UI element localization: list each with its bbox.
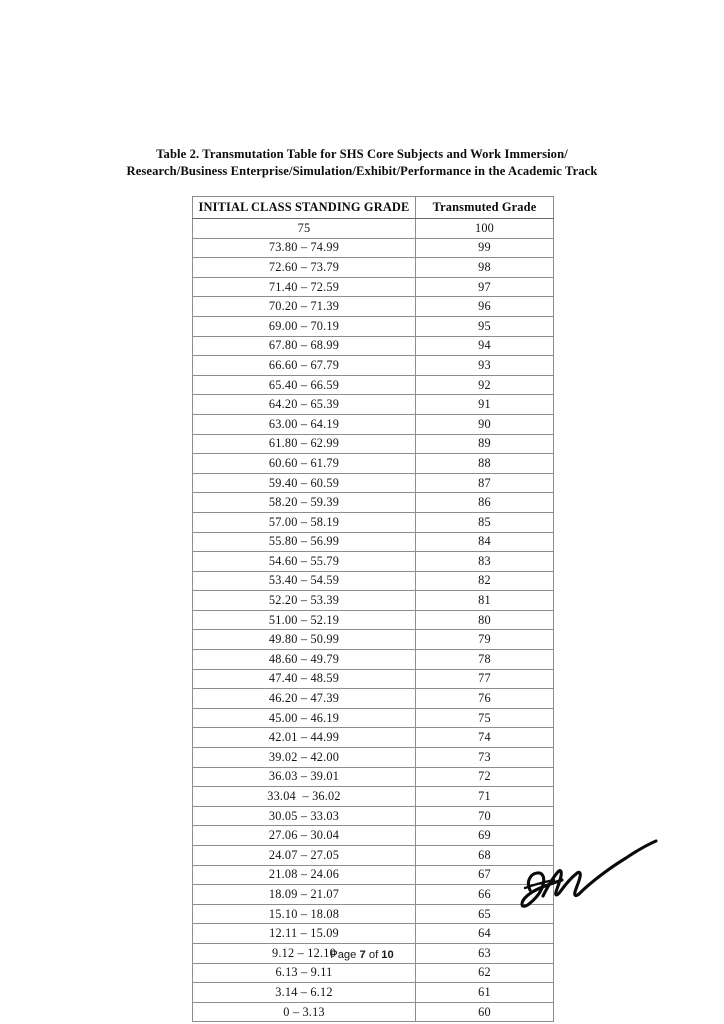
cell-transmuted-grade: 77 xyxy=(416,669,554,689)
cell-initial-class-standing-grade: 42.01 – 44.99 xyxy=(193,728,416,748)
cell-transmuted-grade: 75 xyxy=(416,708,554,728)
table-row xyxy=(193,669,554,689)
cell-initial-class-standing-grade: 53.40 – 54.59 xyxy=(193,571,416,591)
cell-transmuted-grade: 66 xyxy=(416,885,554,905)
footer-current-page: 7 xyxy=(359,949,366,961)
table-body xyxy=(193,219,554,1022)
table-row xyxy=(193,434,554,454)
cell-initial-class-standing-grade: 64.20 – 65.39 xyxy=(193,395,416,415)
cell-initial-class-standing-grade: 63.00 – 64.19 xyxy=(193,414,416,434)
cell-transmuted-grade: 65 xyxy=(416,904,554,924)
table-row xyxy=(193,650,554,670)
table-row xyxy=(193,708,554,728)
cell-initial-class-standing-grade: 36.03 – 39.01 xyxy=(193,767,416,787)
cell-initial-class-standing-grade: 75 xyxy=(193,219,416,239)
table-header-row xyxy=(193,197,554,219)
table-row xyxy=(193,748,554,768)
cell-transmuted-grade: 78 xyxy=(416,650,554,670)
table-row xyxy=(193,728,554,748)
cell-initial-class-standing-grade: 69.00 – 70.19 xyxy=(193,316,416,336)
table-row xyxy=(193,689,554,709)
table-row xyxy=(193,846,554,866)
cell-transmuted-grade: 81 xyxy=(416,591,554,611)
cell-initial-class-standing-grade: 49.80 – 50.99 xyxy=(193,630,416,650)
cell-initial-class-standing-grade: 61.80 – 62.99 xyxy=(193,434,416,454)
cell-transmuted-grade: 100 xyxy=(416,219,554,239)
cell-transmuted-grade: 76 xyxy=(416,689,554,709)
cell-transmuted-grade: 91 xyxy=(416,395,554,415)
table-row xyxy=(193,963,554,983)
cell-transmuted-grade: 96 xyxy=(416,297,554,317)
table-row xyxy=(193,532,554,552)
page-title xyxy=(62,146,662,180)
cell-transmuted-grade: 63 xyxy=(416,943,554,963)
cell-transmuted-grade: 89 xyxy=(416,434,554,454)
table-row xyxy=(193,219,554,239)
cell-transmuted-grade: 93 xyxy=(416,356,554,376)
table-row xyxy=(193,904,554,924)
table-row xyxy=(193,885,554,905)
cell-transmuted-grade: 92 xyxy=(416,375,554,395)
cell-transmuted-grade: 61 xyxy=(416,983,554,1003)
cell-transmuted-grade: 97 xyxy=(416,277,554,297)
cell-initial-class-standing-grade: 59.40 – 60.59 xyxy=(193,473,416,493)
table-row xyxy=(193,297,554,317)
cell-transmuted-grade: 80 xyxy=(416,610,554,630)
cell-initial-class-standing-grade: 39.02 – 42.00 xyxy=(193,748,416,768)
cell-initial-class-standing-grade: 58.20 – 59.39 xyxy=(193,493,416,513)
table-row xyxy=(193,512,554,532)
table-row xyxy=(193,571,554,591)
table-row xyxy=(193,493,554,513)
cell-transmuted-grade: 84 xyxy=(416,532,554,552)
cell-initial-class-standing-grade: 27.06 – 30.04 xyxy=(193,826,416,846)
cell-initial-class-standing-grade: 46.20 – 47.39 xyxy=(193,689,416,709)
table-row xyxy=(193,356,554,376)
cell-transmuted-grade: 71 xyxy=(416,787,554,807)
cell-transmuted-grade: 85 xyxy=(416,512,554,532)
cell-initial-class-standing-grade: 15.10 – 18.08 xyxy=(193,904,416,924)
transmutation-table xyxy=(192,196,554,1022)
table-row xyxy=(193,552,554,572)
cell-transmuted-grade: 88 xyxy=(416,454,554,474)
table-row xyxy=(193,414,554,434)
cell-transmuted-grade: 68 xyxy=(416,846,554,866)
cell-initial-class-standing-grade: 3.14 – 6.12 xyxy=(193,983,416,1003)
cell-initial-class-standing-grade: 51.00 – 52.19 xyxy=(193,610,416,630)
table-row xyxy=(193,591,554,611)
cell-transmuted-grade: 95 xyxy=(416,316,554,336)
page-footer xyxy=(0,949,724,961)
cell-initial-class-standing-grade: 24.07 – 27.05 xyxy=(193,846,416,866)
cell-transmuted-grade: 74 xyxy=(416,728,554,748)
cell-initial-class-standing-grade: 70.20 – 71.39 xyxy=(193,297,416,317)
table-row xyxy=(193,336,554,356)
table-row xyxy=(193,610,554,630)
cell-initial-class-standing-grade: 54.60 – 55.79 xyxy=(193,552,416,572)
cell-initial-class-standing-grade: 18.09 – 21.07 xyxy=(193,885,416,905)
cell-transmuted-grade: 87 xyxy=(416,473,554,493)
cell-initial-class-standing-grade: 60.60 – 61.79 xyxy=(193,454,416,474)
cell-initial-class-standing-grade: 33.04 – 36.02 xyxy=(193,787,416,807)
table-row xyxy=(193,983,554,1003)
cell-transmuted-grade: 67 xyxy=(416,865,554,885)
cell-initial-class-standing-grade: 12.11 – 15.09 xyxy=(193,924,416,944)
page-title-line-2: Research/Business Enterprise/Simulation/Exhibit/Performance in the Academic Track xyxy=(126,164,598,178)
cell-initial-class-standing-grade: 30.05 – 33.03 xyxy=(193,806,416,826)
table-row xyxy=(193,1002,554,1022)
cell-initial-class-standing-grade: 47.40 – 48.59 xyxy=(193,669,416,689)
cell-initial-class-standing-grade: 6.13 – 9.11 xyxy=(193,963,416,983)
footer-separator: of xyxy=(365,949,382,961)
cell-initial-class-standing-grade: 55.80 – 56.99 xyxy=(193,532,416,552)
cell-transmuted-grade: 90 xyxy=(416,414,554,434)
cell-transmuted-grade: 79 xyxy=(416,630,554,650)
cell-initial-class-standing-grade: 45.00 – 46.19 xyxy=(193,708,416,728)
table-row xyxy=(193,277,554,297)
cell-transmuted-grade: 72 xyxy=(416,767,554,787)
cell-transmuted-grade: 82 xyxy=(416,571,554,591)
table-row xyxy=(193,473,554,493)
table-row xyxy=(193,630,554,650)
cell-transmuted-grade: 70 xyxy=(416,806,554,826)
table-row xyxy=(193,826,554,846)
cell-initial-class-standing-grade: 65.40 – 66.59 xyxy=(193,375,416,395)
transmutation-table-container xyxy=(192,196,553,1022)
cell-transmuted-grade: 60 xyxy=(416,1002,554,1022)
cell-initial-class-standing-grade: 66.60 – 67.79 xyxy=(193,356,416,376)
table-row xyxy=(193,787,554,807)
cell-initial-class-standing-grade: 67.80 – 68.99 xyxy=(193,336,416,356)
cell-initial-class-standing-grade: 0 – 3.13 xyxy=(193,1002,416,1022)
cell-initial-class-standing-grade: 21.08 – 24.06 xyxy=(193,865,416,885)
table-row xyxy=(193,375,554,395)
cell-initial-class-standing-grade: 9.12 – 12.10 xyxy=(193,943,416,963)
table-row xyxy=(193,806,554,826)
cell-initial-class-standing-grade: 72.60 – 73.79 xyxy=(193,258,416,278)
column-header-transmuted-grade: Transmuted Grade xyxy=(416,197,554,219)
cell-transmuted-grade: 98 xyxy=(416,258,554,278)
cell-transmuted-grade: 83 xyxy=(416,552,554,572)
cell-transmuted-grade: 86 xyxy=(416,493,554,513)
table-row xyxy=(193,395,554,415)
table-row xyxy=(193,767,554,787)
cell-transmuted-grade: 94 xyxy=(416,336,554,356)
cell-initial-class-standing-grade: 73.80 – 74.99 xyxy=(193,238,416,258)
page-title-line-1: Table 2. Transmutation Table for SHS Core Subjects and Work Immersion/ xyxy=(156,147,568,161)
table-row xyxy=(193,316,554,336)
table-row xyxy=(193,258,554,278)
column-header-initial-class-standing-grade: INITIAL CLASS STANDING GRADE xyxy=(193,197,416,219)
table-header xyxy=(193,197,554,219)
cell-initial-class-standing-grade: 71.40 – 72.59 xyxy=(193,277,416,297)
cell-transmuted-grade: 99 xyxy=(416,238,554,258)
cell-initial-class-standing-grade: 57.00 – 58.19 xyxy=(193,512,416,532)
table-row xyxy=(193,238,554,258)
footer-total-pages: 10 xyxy=(381,949,394,961)
cell-initial-class-standing-grade: 48.60 – 49.79 xyxy=(193,650,416,670)
cell-initial-class-standing-grade: 52.20 – 53.39 xyxy=(193,591,416,611)
cell-transmuted-grade: 64 xyxy=(416,924,554,944)
footer-prefix: Page xyxy=(330,949,360,961)
cell-transmuted-grade: 73 xyxy=(416,748,554,768)
table-row xyxy=(193,924,554,944)
table-row xyxy=(193,454,554,474)
cell-transmuted-grade: 69 xyxy=(416,826,554,846)
table-row xyxy=(193,865,554,885)
cell-transmuted-grade: 62 xyxy=(416,963,554,983)
